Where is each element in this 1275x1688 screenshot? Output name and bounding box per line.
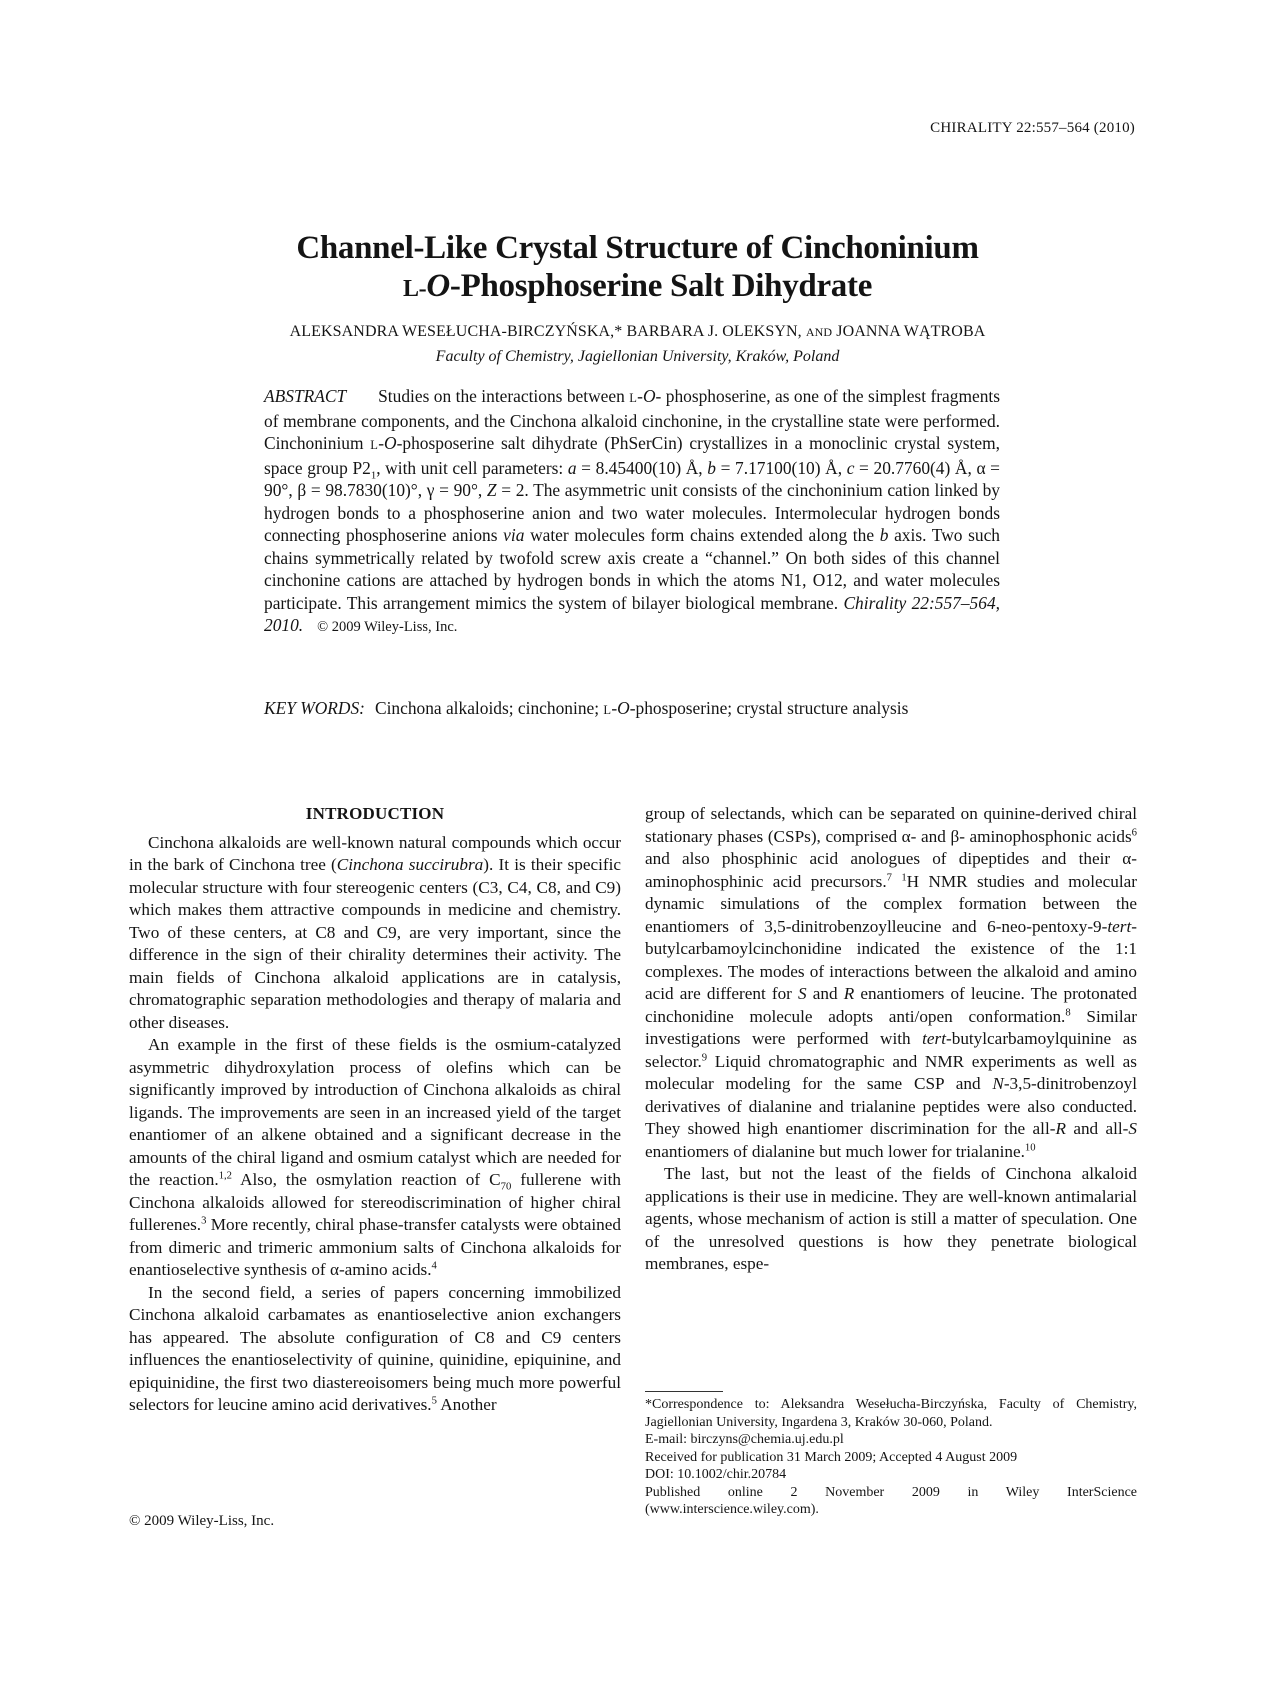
citation-superscript: 4 [431,1260,437,1272]
italic-text: R [843,984,855,1003]
published-note: Published online 2 November 2009 in Wiley InterScience (www.interscience.wiley.com). [645,1484,1137,1517]
abstract-text: = 7.17100(10) Å, [715,457,847,478]
abstract-text: water molecules form chains extended along the [524,525,880,545]
authors [180,323,1095,341]
paragraph: The last, but not the least of the fields of Cinchona alkaloid applications is their use in medicine. They are well-known antimalarial agents, whose mechanism of action is still a matter of speculation. One of the unresolved questions is how they penetrate biological membranes, espe- [645,1164,1137,1273]
title-o: O [426,268,450,304]
paragraph [645,803,1137,1163]
text: In the second field, a series of papers concerning immobilized Cinchona alkaloid carbamates as enantioselective anion exchangers has appeared. The absolute configuration of C8 and C9 centers influences the enantioselectivity of quinine, quinidine, epiquinine, and epiquinidine, the first two diastereoisomers being much more powerful selectors for leucine amino acid derivatives. [129,1282,621,1414]
keywords-smallcaps: L [603,703,612,717]
abstract-copyright: © 2009 Wiley-Liss, Inc. [317,619,458,635]
keywords-part: Cinchona alkaloids; cinchonine; [374,698,604,718]
abstract-italic: Z [486,480,497,500]
text: fullerene with Cinchona alkaloids allowed for stereodiscrimination of higher chiral fullerenes. [129,1170,621,1234]
text: More recently, chiral phase-transfer catalysts were obtained from dimeric and trimeric ammonium salts of Cinchona alkaloids for enantioselective synthesis of α-amino acids. [129,1215,621,1279]
affiliation: Faculty of Chemistry, Jagiellonian University, Kraków, Poland [435,348,840,365]
abstract-italic: c [846,457,855,478]
abstract-text: = 2. The asymmetric unit consists of the cinchoninium cation linked by hydrogen bonds to a phosphoserine anion and two water molecules. Intermolecular hydrogen bonds connecting phosphoserine anions [264,480,1001,545]
abstract-text: -phosposerine salt dihydrate (PhSerCin) crystallizes in a monoclinic crystal system, space group P2 [264,433,1000,478]
italic-text: Cinchona succirubra [336,855,484,874]
abstract-text: axis. Two such chains symmetrically related by twofold screw axis create a “channel.” On both sides of this channel cinchonine cations are attached by hydrogen bonds in which the atoms N1, O12, and water molecules participate. This arrangement mimics the system of bilayer biological membrane. [264,525,1000,613]
citation-superscript: 8 [1065,1006,1071,1018]
right-column [645,803,1137,1276]
correspondence-note: *Correspondence to: Aleksandra Wesełucha-Birczyńska, Faculty of Chemistry, Jagiellonian University, Ingardena 3, Kraków 30-060, Poland. [645,1397,1137,1430]
title-line-1: Channel-Like Crystal Structure of Cinchoninium [296,230,979,266]
abstract-text: - [378,433,385,453]
text: -3,5-dinitrobenzoyl derivatives of dialanine and trialanine peptides were also conducted. They showed high enantiomer discrimination for the all- [645,1074,1137,1138]
text: Cinchona alkaloids are well-known natural compounds which occur in the bark of Cinchona tree ( [129,832,621,874]
citation-superscript: 5 [431,1395,437,1407]
italic-text: tert [922,1029,946,1048]
keywords-part: - [611,698,618,718]
abstract-subscript: 1 [370,468,377,481]
subscript: 70 [500,1181,512,1193]
title-l-prefix: L- [402,276,427,302]
citation-superscript: 3 [201,1215,207,1227]
abstract-italic: O [384,433,397,453]
text: -butylcarbamoylcinchonidine indicated the existence of the 1:1 complexes. The modes of interactions between the alkaloid and amino acid are different for [645,916,1137,1003]
paragraph [129,1034,621,1282]
text: H NMR studies and molecular dynamic simulations of the complex formation between the enantiomers of 3,5-dinitrobenzoylleucine and 6-neo-pentoxy-9- [645,871,1137,936]
abstract-text: , with unit cell parameters: [376,457,568,478]
text: enantiomers of dialanine but much lower for trialanine. [645,1141,1025,1161]
footnote-rule [645,1391,723,1392]
footnotes [645,1396,1137,1519]
text: ). It is their specific molecular structure with four stereogenic centers (C3, C4, C8, and C9) which makes them attractive compounds in medicine and chemistry. Two of these centers, at C8 and C9, are very important, since the difference in the sign of their chirality determines their activity. The main fields of Cinchona alkaloid applications are in catalysis, chromatographic separation methodologies and therapy of malaria and other diseases. [129,855,621,1032]
abstract-italic: b [879,525,889,545]
running-head: CHIRALITY 22:557–564 (2010) [930,120,1135,136]
abstract-italic: b [707,457,716,478]
citation-superscript: 1,2 [218,1170,233,1182]
italic-text: R [1055,1119,1066,1138]
paragraph [129,1282,621,1417]
text: and [806,984,844,1003]
abstract-smallcaps: L [629,391,638,405]
paragraph [129,832,621,1035]
italic-text: tert [1107,916,1132,936]
abstract-label: ABSTRACT [264,386,347,406]
citation-superscript: 6 [1131,826,1137,838]
text: enantiomers of leucine. The protonated cinchonidine molecule adopts anti/open conformation. [645,984,1137,1026]
text: Another [436,1395,497,1414]
left-column [129,803,621,1417]
abstract-italic: via [503,525,525,545]
abstract-text: - [637,386,643,406]
title-rest: -Phosphoserine Salt Dihydrate [449,268,873,304]
text: -butylcarbamoylquinine as selector. [645,1029,1137,1071]
title-line-2 [180,267,1095,308]
abstract-text: = 20.7760(4) Å, α = 90°, β = 98.7830(10)°, γ = 90°, [264,457,1000,500]
keywords-italic: O [617,698,630,718]
text: and also phosphinic acid anologues of dipeptides and their α-aminophosphinic acid precursors. [645,849,1137,891]
keywords [264,697,1000,722]
abstract-smallcaps: L [370,438,379,452]
keywords-part: -phosposerine; crystal structure analysis [629,698,909,718]
text: and all- [1065,1119,1129,1138]
keywords-text [375,697,908,722]
keywords-label: KEY WORDS: [264,698,365,718]
received-note: Received for publication 31 March 2009; Accepted 4 August 2009 [645,1449,1018,1465]
isotope-superscript: 1 [901,871,907,883]
abstract-text: - phosphoserine, as one of the simplest fragments of membrane components, and the Cinchona alkaloid cinchonine, in the crystalline state were performed. Cinchoninium [264,386,1000,453]
authors-and: AND [805,325,833,339]
article-title [180,229,1095,308]
section-heading: INTRODUCTION [305,804,445,823]
abstract-italic: O [642,386,656,406]
copyright-footer: © 2009 Wiley-Liss, Inc. [129,1513,275,1529]
abstract-text: = 8.45400(10) Å, [576,457,708,478]
doi-note: DOI: 10.1002/chir.20784 [645,1467,787,1482]
citation-superscript: 9 [701,1051,708,1063]
italic-text: S [1128,1119,1137,1138]
authors-part-1: ALEKSANDRA WESEŁUCHA-BIRCZYŃSKA,* BARBARA J. OLEKSYN, [289,323,802,340]
abstract-citation: Chirality 22:557–564, 2010. [264,592,1000,635]
text: An example in the first of these fields is the osmium-catalyzed asymmetric dihydroxylation process of olefins which can be significantly improved by introduction of Cinchona alkaloids as chiral ligands. The improvements are seen in an increased yield of the target enantiomer of an alkene obtained and a significant decrease in the amounts of the chiral ligand and osmium catalyst which are needed for the reaction. [129,1035,621,1189]
authors-part-2: JOANNA WĄTROBA [836,323,986,340]
abstract-text: Studies on the interactions between [378,386,630,406]
abstract [264,385,1000,639]
citation-superscript: 7 [886,871,892,883]
text: Liquid chromatographic and NMR experiments as well as molecular modeling for the same CSP and [645,1051,1137,1093]
italic-text: S [798,984,807,1003]
text: group of selectands, which can be separated on quinine-derived chiral stationary phases (CSPs), comprised α- and β- aminophosphonic acids [645,804,1137,846]
text: Similar investigations were performed with [645,1006,1137,1048]
text: Also, the osmylation reaction of C [232,1170,501,1189]
italic-text: N [992,1074,1004,1093]
citation-superscript: 10 [1024,1141,1036,1153]
email-note: E-mail: birczyns@chemia.uj.edu.pl [645,1432,844,1447]
abstract-italic: a [567,457,577,478]
